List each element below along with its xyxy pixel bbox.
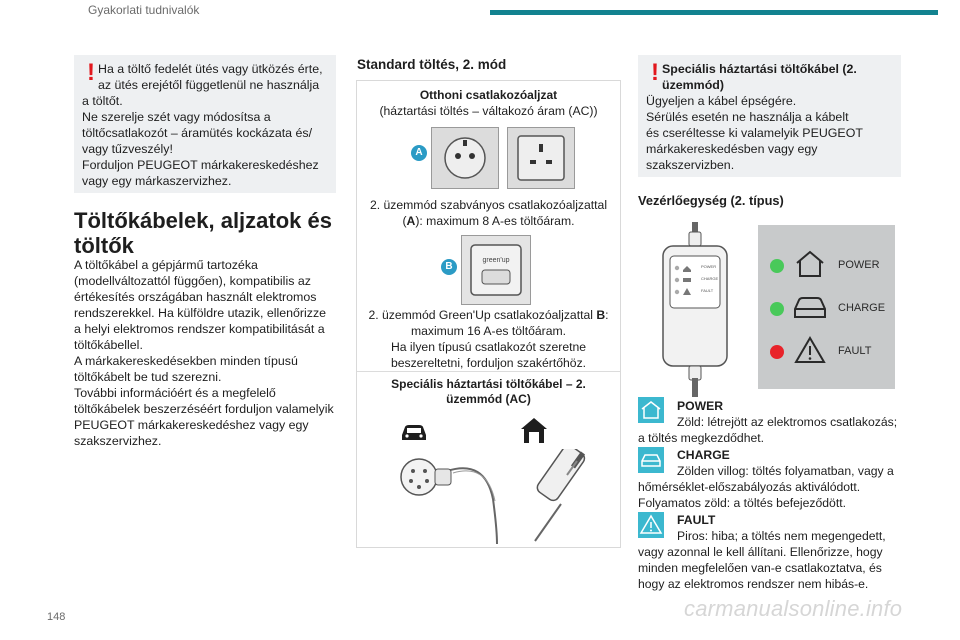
legend-title-charge: CHARGE <box>677 448 730 462</box>
car-icon <box>638 447 664 473</box>
panel-label-power: POWER <box>838 259 880 271</box>
house-icon <box>638 397 664 423</box>
panel-label-fault: FAULT <box>838 345 872 357</box>
greenup-label: green'up <box>482 257 510 264</box>
socket-a-line <box>357 213 620 229</box>
body-line: töltőkábelek beszerzéséért forduljon valamelyik <box>74 402 334 416</box>
text-fragment-bold: B <box>596 308 606 322</box>
warning-icon <box>638 512 664 538</box>
text-fragment: ( <box>402 214 407 228</box>
warning-line: vagy egy márkaszervizhez. <box>82 174 232 188</box>
text-fragment: : <box>605 308 609 322</box>
warning-line: a töltőt. <box>82 94 123 108</box>
socket-b-line: beszereltetni, forduljon szakértőhöz. <box>390 356 587 370</box>
body-line: töltőkábelt be tud szerezni. <box>74 370 222 384</box>
warning-line: vagy tűzveszély! <box>82 142 173 156</box>
warning-line: Ne szerelje szét vagy módosítsa a <box>82 110 271 124</box>
warning-line: Forduljon PEUGEOT márkakereskedéshez <box>82 158 319 172</box>
header-accent-bar <box>490 10 938 15</box>
standard-charging-title: Standard töltés, 2. mód <box>357 57 507 72</box>
warning-line: Ha a töltő fedelét ütés vagy ütközés érte, <box>98 62 323 76</box>
warning-box-special-cable <box>638 55 901 177</box>
badge-b: B <box>441 259 457 275</box>
control-unit-illustration <box>655 222 735 397</box>
section-body <box>74 257 349 449</box>
body-line: A márkakereskedésekben minden típusú <box>74 354 298 368</box>
fault-indicator-light <box>770 345 784 359</box>
legend-line: hogy az elektromos rendszer nem hibás-e. <box>638 577 869 591</box>
body-line: értékesítés országában használt elektromos <box>74 290 317 304</box>
device-label-charge: CHARGE <box>701 276 719 281</box>
legend-line: hőmérséklet-előszabályozás aktiválódott. <box>638 480 861 494</box>
legend-line: Folyamatos zöld: a töltés befejeződött. <box>638 496 846 510</box>
body-line: szakszervizhez. <box>74 434 162 448</box>
power-indicator-light <box>770 259 784 273</box>
special-cable-heading <box>357 377 620 407</box>
body-line: a helyi elektromos rendszer kompatibilitását a <box>74 322 325 336</box>
body-line: További információért és a megfelelő <box>74 386 276 400</box>
legend-line: Zölden villog: töltés folyamatban, vagy a <box>677 464 894 478</box>
socket-a-line: 2. üzemmód szabványos csatlakozóaljzattal <box>369 198 608 212</box>
charge-indicator-light <box>770 302 784 316</box>
panel-subheading: (háztartási töltés – váltakozó áram (AC)) <box>379 104 598 118</box>
car-icon <box>792 293 828 326</box>
section-title-line: töltők <box>74 233 134 258</box>
section-title-line: Töltőkábelek, aljzatok és <box>74 208 332 233</box>
warning-icon <box>794 335 826 370</box>
socket-a-text <box>357 197 620 229</box>
indicator-panel <box>758 225 895 389</box>
body-line: A töltőkábel a gépjármű tartozéka <box>74 258 258 272</box>
warning-exclamation-icon: ! <box>651 59 659 86</box>
legend-line: Zöld: létrejött az elektromos csatlakozás; <box>677 415 898 429</box>
device-label-power: POWER <box>701 264 717 269</box>
warning-title-line: üzemmód) <box>662 78 724 92</box>
warning-line: és cseréltesse ki valamelyik PEUGEOT <box>646 126 863 140</box>
running-header: Gyakorlati tudnivalók <box>88 3 200 17</box>
warning-line: az ütés erejétől függetlenül ne használja <box>98 78 320 92</box>
car-icon <box>399 421 429 448</box>
legend-line: Piros: hiba; a töltés nem megengedett, <box>677 529 886 543</box>
charging-cable-illustration <box>385 449 595 549</box>
socket-b-line <box>357 307 620 323</box>
warning-exclamation-icon: ! <box>87 59 95 86</box>
page-number: 148 <box>47 611 66 623</box>
panel-label-charge: CHARGE <box>838 302 886 314</box>
panel-divider <box>357 371 620 372</box>
device-label-fault: FAULT <box>701 288 714 293</box>
legend-title-fault: FAULT <box>677 513 716 527</box>
greenup-socket-illustration <box>461 235 531 305</box>
text-fragment: ): maximum 8 A-es töltőáram. <box>415 214 575 228</box>
warning-line: töltőcsatlakozót – áramütés kockázata és/ <box>82 126 313 140</box>
text-fragment-bold: A <box>406 214 416 228</box>
special-cable-heading-line: Speciális háztartási töltőkábel – 2. <box>391 377 586 391</box>
control-unit-title: Vezérlőegység (2. típus) <box>638 193 784 208</box>
warning-line: Sérülés esetén ne használja a kábelt <box>646 110 849 124</box>
house-icon <box>794 249 826 284</box>
home-socket-panel <box>356 80 621 548</box>
section-title <box>74 208 344 258</box>
panel-heading: Otthoni csatlakozóaljzat <box>419 88 558 102</box>
warning-box-charger-cover <box>74 55 336 193</box>
body-line: PEUGEOT márkakereskedéshez vagy egy <box>74 418 309 432</box>
badge-a: A <box>411 145 427 161</box>
watermark: carmanualsonline.info <box>684 596 903 621</box>
socket-b-line: maximum 16 A-es töltőáram. <box>410 324 567 338</box>
house-icon <box>519 415 549 450</box>
legend-line: a töltés megkezdődhet. <box>638 431 765 445</box>
body-line: töltőkábellel. <box>74 338 143 352</box>
legend-line: vagy azonnal le kell állítani. Ellenőrizze, hogy <box>638 545 883 559</box>
warning-line: márkakereskedésben vagy egy <box>646 142 818 156</box>
special-cable-heading-line: üzemmód (AC) <box>446 392 531 406</box>
body-line: (modellváltozattól függően), kompatibilis az <box>74 274 311 288</box>
text-fragment: 2. üzemmód Green'Up csatlakozóaljzattal <box>368 308 597 322</box>
schuko-socket-illustration <box>431 127 499 189</box>
warning-line: Ügyeljen a kábel épségére. <box>646 94 797 108</box>
socket-b-line: Ha ilyen típusú csatlakozót szeretne <box>390 340 587 354</box>
socket-b-text <box>357 307 620 371</box>
body-line: rendszerekkel. Ha külföldre utazik, ellenőrizze <box>74 306 327 320</box>
warning-title-line: Speciális háztartási töltőkábel (2. <box>662 62 857 76</box>
legend-title-power: POWER <box>677 399 724 413</box>
warning-line: szakszervizben. <box>646 158 735 172</box>
legend-line: minden megfelelően van-e csatlakoztatva, és <box>638 561 882 575</box>
uk-socket-illustration <box>507 127 575 189</box>
